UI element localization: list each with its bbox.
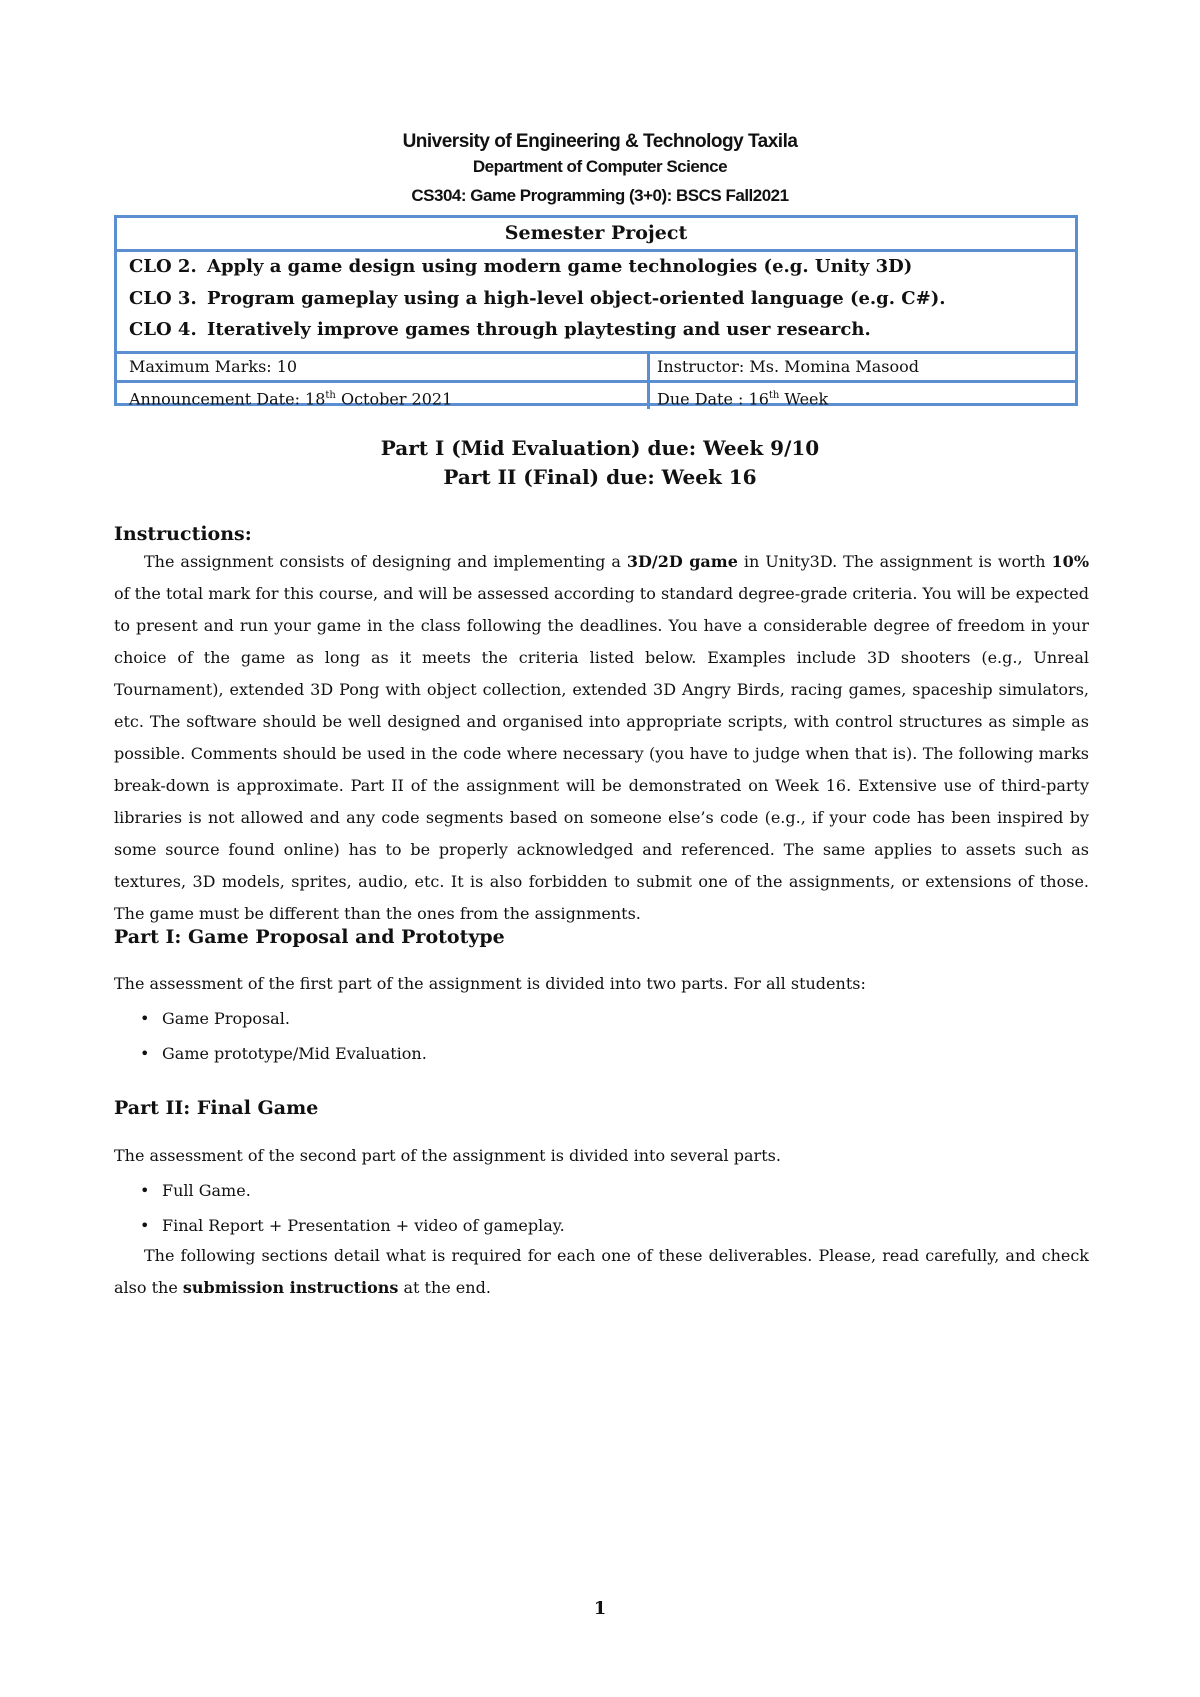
course-title: CS304: Game Programming (3+0): BSCS Fall2021 bbox=[411, 186, 789, 205]
clo-text: Program gameplay using a high-level object-oriented language (e.g. C#). bbox=[207, 288, 946, 309]
clo-code: CLO 2. bbox=[129, 256, 197, 277]
dates-row bbox=[117, 383, 1075, 409]
part1-due: Part I (Mid Evaluation) due: Week 9/10 bbox=[380, 436, 820, 460]
page-number: 1 bbox=[593, 1598, 607, 1619]
part2-intro: The assessment of the second part of the assignment is divided into several parts. bbox=[114, 1146, 781, 1165]
table-title: Semester Project bbox=[117, 218, 1075, 252]
part1-intro: The assessment of the first part of the assignment is divided into two parts. For all students: bbox=[114, 974, 866, 993]
instructor: Instructor: Ms. Momina Masood bbox=[657, 357, 920, 376]
instructions-paragraph: The assignment consists of designing and implementing a 3D/2D game in Unity3D. The assignment is worth 10% of the total mark for this course, and will be assessed according to standard degree-grade criteria. You will be expected to present and run your game in the class following the deadlines. You have a considerable degree of freedom in your choice of the game as long as it meets the criteria listed below. Examples include 3D shooters (e.g., Unreal Tournament), extended 3D Pong with object collection, extended 3D Angry Birds, racing games, spaceship simulators, etc. The software should be well designed and organised into appropriate scripts, with control structures as simple as possible. Comments should be used in the code where necessary (you have to judge when that is). The following marks break-down is approximate. Part II of the assignment will be demonstrated on Week 16. Extensive use of third-party libraries is not allowed and any code segments based on someone else’s code (e.g., if your code has been inspired by some source found online) has to be properly acknowledged and referenced. The same applies to assets such as textures, 3D models, sprites, audio, etc. It is also forbidden to submit one of the assignments, or extensions of those. The game must be different than the ones from the assignments. bbox=[114, 552, 1090, 923]
clo-list bbox=[117, 252, 1075, 354]
table-divider bbox=[647, 354, 650, 409]
max-marks: Maximum Marks: 10 bbox=[129, 357, 298, 376]
closing-paragraph: The following sections detail what is required for each one of these deliverables. Please, read carefully, and check also the submission instructions at the end. bbox=[114, 1246, 1089, 1297]
clo-item bbox=[129, 319, 871, 340]
marks-instructor-row bbox=[117, 354, 1075, 383]
part2-heading: Part II: Final Game bbox=[114, 1097, 319, 1119]
project-info-table bbox=[114, 215, 1078, 409]
clo-item bbox=[129, 256, 912, 277]
part1-heading: Part I: Game Proposal and Prototype bbox=[114, 926, 505, 948]
department-title: Department of Computer Science bbox=[472, 157, 728, 176]
university-title: University of Engineering & Technology Taxila bbox=[402, 131, 798, 152]
clo-text: Apply a game design using modern game technologies (e.g. Unity 3D) bbox=[207, 256, 913, 277]
due-date: Due Date : 16th Week bbox=[657, 389, 829, 409]
part2-due: Part II (Final) due: Week 16 bbox=[443, 465, 757, 489]
clo-item bbox=[129, 288, 946, 309]
document-page: University of Engineering & Technology Taxila Department of Computer Science CS304: Game Programming (3+0): BSCS Fall2021 Semester Project CLO 2. Apply a game design using modern game technologies (e.g. Unity 3D) CLO 3. Program gameplay using a high-level object-oriented language (e.g. C#). CLO 4. Iteratively improve games through playtesting and user research. Maximum Marks: 10 Instructor: Ms. Momina Masood Announcement Date: 18th October 2021 Due Date : 16th Week Part I (Mid Evaluation) due: Week 9/10 Part II (Final) due: Week 16 Instructions: The assignment consists of designing and implementing a 3D/2D game in Unity3D. The assignment is worth 10% of the total mark for this course, and will be assessed according to standard degree-grade criteria. You will be expected to present and run your game in the class following the deadlines. You have a considerable degree of freedom in your choice of the game as long as it meets the criteria listed below. Examples include 3D shooters (e.g., Unreal Tournament), extended 3D Pong with object collection, extended 3D Angry Birds, racing games, spaceship simulators, etc. The software should be well designed and organised into appropriate scripts, with control structures as simple as possible. Comments should be used in the code where necessary (you have to judge when that is). The following marks break-down is approximate. Part II of the assignment will be demonstrated on Week 16. Extensive use of third-party libraries is not allowed and any code segments based on someone else’s code (e.g., if your code has been inspired by some source found online) has to be properly acknowledged and referenced. The same applies to assets such as textures, 3D models, sprites, audio, etc. It is also forbidden to submit one of the assignments, or extensions of those. The game must be different than the ones from the assignments. Part I: Game Proposal and Prototype The assessment of the first part of the assignment is divided into two parts. For all students: Game Proposal. Game prototype/Mid Evaluation. Part II: Final Game The assessment of the second part of the assignment is divided into several parts. Full Game. Final Report + Presentation + video of gameplay. The following sections detail what is required for each one of these deliverables. Please, read carefully, and check also the submission instructions at the end. 1 bbox=[0, 0, 1200, 1697]
instructions-heading: Instructions: bbox=[114, 523, 252, 545]
clo-text: Iteratively improve games through playtesting and user research. bbox=[207, 319, 871, 340]
clo-code: CLO 4. bbox=[129, 319, 197, 340]
announcement-date: Announcement Date: 18th October 2021 bbox=[129, 389, 453, 409]
clo-code: CLO 3. bbox=[129, 288, 197, 309]
